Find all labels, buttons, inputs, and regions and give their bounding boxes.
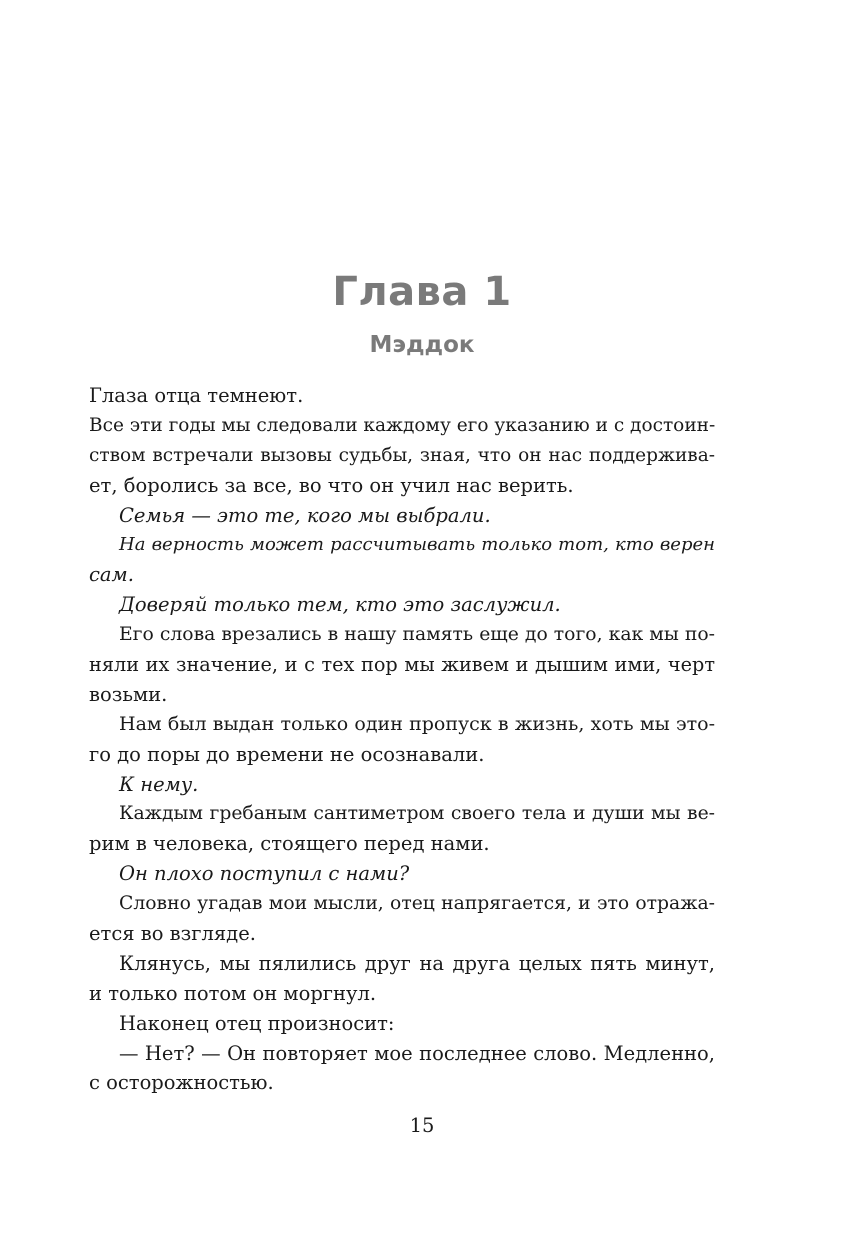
paragraph-line: и только потом он моргнул. (89, 981, 377, 1005)
paragraph-line: ет, боролись за все, во что он учил нас верить. (89, 473, 574, 497)
paragraph-line: Доверяй только тем, кто это заслужил. (119, 593, 561, 617)
page-number: 15 (409, 1114, 435, 1137)
paragraph-line: няли их значение, и с тех пор мы живем и дышим ими, черт (89, 653, 715, 677)
paragraph-line: Его слова врезались в нашу память еще до того, как мы по- (119, 624, 715, 646)
paragraph-line: возьми. (89, 682, 168, 706)
paragraph-line: ством встречали вызовы судьбы, зная, что он нас поддержива- (89, 444, 715, 466)
paragraph-line: Все эти годы мы следовали каждому его указанию и с достоин- (89, 414, 716, 436)
chapter-title: Глава 1 (332, 269, 512, 315)
body-text (89, 381, 715, 1098)
paragraph-line: Нам был выдан только один пропуск в жизнь, хоть мы это- (119, 712, 715, 735)
paragraph-line: Словно угадав мои мысли, отец напрягается, и это отража- (119, 893, 715, 915)
paragraph-line: Он плохо поступил с нами? (119, 862, 410, 886)
paragraph-line: Глаза отца темнеют. (89, 384, 304, 407)
paragraph-line: Семья — это те, кого мы выбрали. (119, 503, 491, 527)
paragraph-line: ется во взгляде. (89, 922, 256, 946)
paragraph-line: Клянусь, мы пялились друг на друга целых пять минут, (119, 951, 715, 975)
paragraph-line: рим в человека, стоящего перед нами. (89, 832, 490, 856)
paragraph-line: сам. (89, 563, 134, 587)
paragraph-line: — Нет? — Он повторяет мое последнее слово. Медленно, (119, 1041, 715, 1065)
paragraph-line: Наконец отец произносит: (119, 1011, 395, 1035)
paragraph-line: К нему. (119, 772, 199, 796)
paragraph-line: го до поры до времени не осознавали. (89, 742, 485, 766)
paragraph-line: с осторожностью. (89, 1071, 274, 1095)
paragraph-line: На верность может рассчитывать только тот, кто верен (119, 534, 715, 556)
chapter-subtitle: Мэддок (369, 332, 475, 358)
paragraph-line: Каждым гребаным сантиметром своего тела и души мы ве- (119, 803, 715, 825)
